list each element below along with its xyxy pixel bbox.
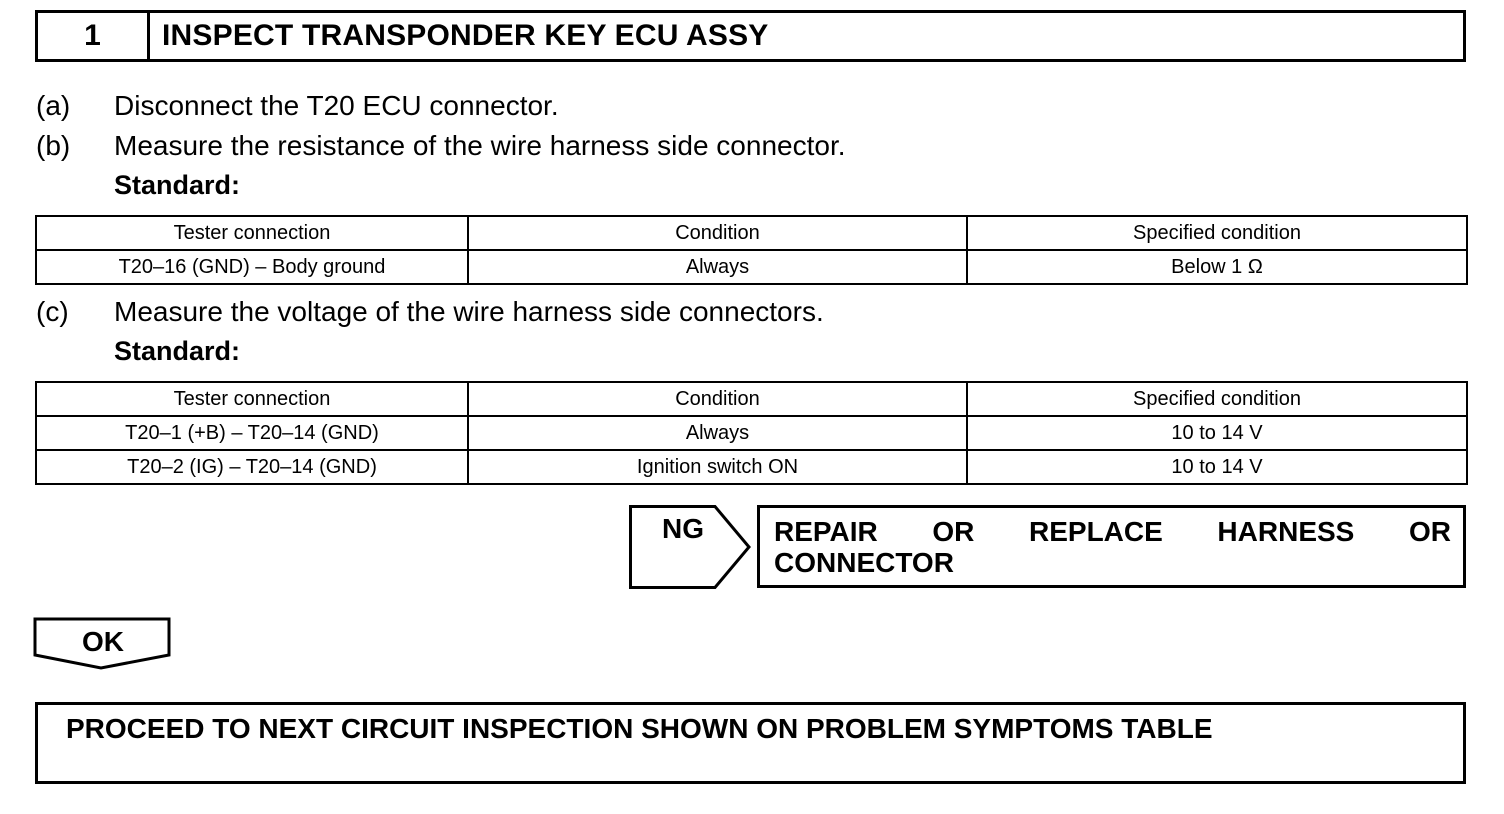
table-cell: 10 to 14 V (967, 450, 1467, 484)
step-title: INSPECT TRANSPONDER KEY ECU ASSY (162, 19, 769, 52)
table-row (36, 450, 1467, 484)
ok-action-box: PROCEED TO NEXT CIRCUIT INSPECTION SHOWN ON PROBLEM SYMPTOMS TABLE (35, 702, 1466, 784)
step-b-text: Measure the resistance of the wire harness side connector. (114, 130, 846, 161)
table-header-cell: Condition (468, 382, 967, 416)
table-header-cell: Tester connection (36, 216, 468, 250)
ng-action-box: REPAIR OR REPLACE HARNESS OR CONNECTOR (757, 505, 1466, 588)
table-header-cell: Condition (468, 216, 967, 250)
table-cell: 10 to 14 V (967, 416, 1467, 450)
table-header-cell: Specified condition (967, 382, 1467, 416)
table-cell: T20–1 (+B) – T20–14 (GND) (36, 416, 468, 450)
step-c-standard-label: Standard: (114, 336, 241, 366)
step-c-mark: (c) (36, 296, 69, 327)
step-b-standard-label: Standard: (114, 170, 241, 200)
voltage-spec-table (35, 381, 1468, 485)
step-a-text: Disconnect the T20 ECU connector. (114, 90, 559, 121)
table-cell: T20–16 (GND) – Body ground (36, 250, 468, 284)
table-header-row (36, 216, 1467, 250)
ok-label: OK (82, 626, 124, 657)
table-header-cell: Tester connection (36, 382, 468, 416)
table-cell: T20–2 (IG) – T20–14 (GND) (36, 450, 468, 484)
step-c-text: Measure the voltage of the wire harness side connectors. (114, 296, 824, 327)
resistance-spec-table (35, 215, 1468, 285)
table-cell: Below 1 Ω (967, 250, 1467, 284)
step-a-mark: (a) (36, 90, 71, 121)
ng-label: NG (662, 513, 704, 544)
table-cell: Always (468, 416, 967, 450)
table-row (36, 250, 1467, 284)
step-number: 1 (38, 13, 150, 59)
table-cell: Always (468, 250, 967, 284)
step-b-mark: (b) (36, 130, 71, 161)
step-header (35, 10, 1466, 62)
table-header-row (36, 382, 1467, 416)
table-cell: Ignition switch ON (468, 450, 967, 484)
table-header-cell: Specified condition (967, 216, 1467, 250)
table-row (36, 416, 1467, 450)
